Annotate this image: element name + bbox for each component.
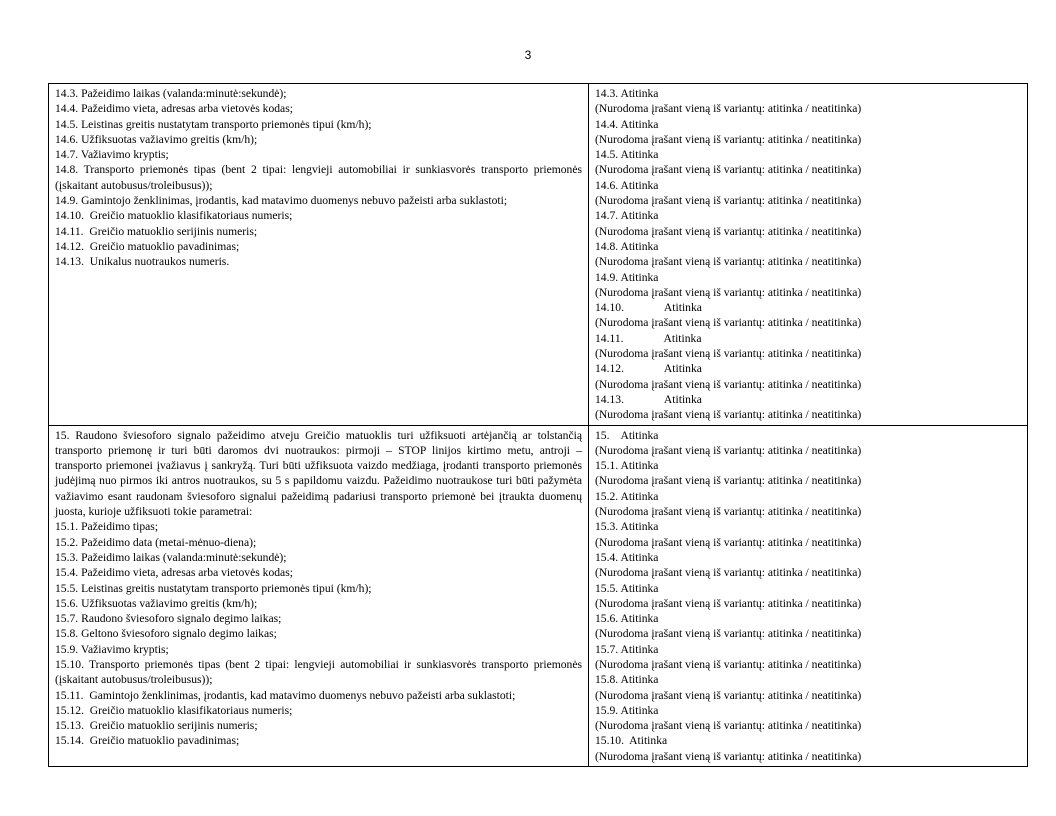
requirement-item: 14.5. Leistinas greitis nustatytam transporto priemonės tipui (km/h); [55,117,372,131]
compliance-item: (Nurodoma įrašant vieną iš variantų: atitinka / neatitinka) [595,535,862,549]
requirement-item: 15.14. Greičio matuoklio pavadinimas; [55,734,240,748]
requirement-item: 14.9. Gamintojo ženklinimas, įrodantis, kad matavimo duomenys nebuvo pažeisti arba suklastoti; [55,194,508,208]
compliance-item: (Nurodoma įrašant vieną iš variantų: atitinka / neatitinka) [595,596,862,610]
compliance-item: (Nurodoma įrašant vieną iš variantų: atitinka / neatitinka) [595,102,862,116]
compliance-cell-14 [589,84,1028,426]
compliance-item: 14.4. Atitinka [595,117,659,131]
requirement-cell-14 [49,84,589,426]
requirements-table [48,83,1028,767]
requirement-item: 14.3. Pažeidimo laikas (valanda:minutė:sekundė); [55,87,287,100]
compliance-item: (Nurodoma įrašant vieną iš variantų: atitinka / neatitinka) [595,443,862,457]
compliance-item: (Nurodoma įrašant vieną iš variantų: atitinka / neatitinka) [595,163,862,177]
compliance-cell-15 [589,425,1028,767]
requirement-list [55,86,585,270]
compliance-item: 14.7. Atitinka [595,209,659,223]
table-row [49,84,1028,426]
compliance-item: 15.4. Atitinka [595,550,659,564]
compliance-item: 14.3. Atitinka [595,87,659,100]
compliance-item: 15.8. Atitinka [595,673,659,687]
compliance-item: (Nurodoma įrašant vieną iš variantų: atitinka / neatitinka) [595,719,862,733]
requirement-item: 14.11. Greičio matuoklio serijinis numeris; [55,224,258,238]
compliance-item: 14.10. Atitinka [595,301,702,315]
requirement-item: 15.1. Pažeidimo tipas; [55,520,159,534]
requirement-item: 15.3. Pažeidimo laikas (valanda:minutė:sekundė); [55,550,287,564]
compliance-item: (Nurodoma įrašant vieną iš variantų: atitinka / neatitinka) [595,347,862,361]
requirement-list [55,519,585,748]
compliance-item: 15.7. Atitinka [595,642,659,656]
table-row [49,425,1028,767]
compliance-item: (Nurodoma įrašant vieną iš variantų: atitinka / neatitinka) [595,408,862,422]
compliance-item: (Nurodoma įrašant vieną iš variantų: atitinka / neatitinka) [595,749,862,763]
compliance-item: (Nurodoma įrašant vieną iš variantų: atitinka / neatitinka) [595,688,862,702]
requirement-item: 15.12. Greičio matuoklio klasifikatoriaus numeris; [55,703,293,717]
requirement-item: 14.4. Pažeidimo vieta, adresas arba vietovės kodas; [55,102,293,116]
compliance-item: 14.5. Atitinka [595,148,659,162]
compliance-item: 14.8. Atitinka [595,239,659,253]
compliance-item: 14.11. Atitinka [595,331,702,345]
compliance-list [595,428,1021,765]
requirement-item: 15.6. Užfiksuotas važiavimo greitis (km/h); [55,596,258,610]
compliance-item: (Nurodoma įrašant vieną iš variantų: atitinka / neatitinka) [595,285,862,299]
requirement-item: 15.9. Važiavimo kryptis; [55,642,169,656]
compliance-item: (Nurodoma įrašant vieną iš variantų: atitinka / neatitinka) [595,474,862,488]
requirement-item: 14.13. Unikalus nuotraukos numeris. [55,255,230,269]
requirement-item: 14.12. Greičio matuoklio pavadinimas; [55,239,240,253]
requirement-item: 14.8. Transporto priemonės tipas (bent 2 tipai: lengvieji automobiliai ir sunkiasvorės transporto priemonės (įskaitant autobusus/troleibusus)); [55,163,585,192]
requirement-item: 14.6. Užfiksuotas važiavimo greitis (km/h); [55,132,258,146]
compliance-item: (Nurodoma įrašant vieną iš variantų: atitinka / neatitinka) [595,377,862,391]
requirement-item: 14.7. Važiavimo kryptis; [55,148,169,162]
compliance-item: 14.13. Atitinka [595,392,702,406]
requirement-item: 15.5. Leistinas greitis nustatytam transporto priemonės tipui (km/h); [55,581,372,595]
compliance-item: (Nurodoma įrašant vieną iš variantų: atitinka / neatitinka) [595,132,862,146]
compliance-item: (Nurodoma įrašant vieną iš variantų: atitinka / neatitinka) [595,316,862,330]
compliance-item: 15.5. Atitinka [595,581,659,595]
compliance-item: (Nurodoma įrašant vieną iš variantų: atitinka / neatitinka) [595,224,862,238]
compliance-item: 15.2. Atitinka [595,489,659,503]
compliance-item: 15.6. Atitinka [595,612,659,626]
compliance-item: (Nurodoma įrašant vieną iš variantų: atitinka / neatitinka) [595,194,862,208]
requirement-item: 15.10. Transporto priemonės tipas (bent 2 tipai: lengvieji automobiliai ir sunkiasvorės transporto priemonės (įskaitant autobusus/troleibusus)); [55,657,585,687]
requirement-item: 14.10. Greičio matuoklio klasifikatoriaus numeris; [55,209,293,223]
compliance-item: 14.9. Atitinka [595,270,659,284]
requirement-item: 15.4. Pažeidimo vieta, adresas arba vietovės kodas; [55,566,293,580]
requirement-item: 15.7. Raudono šviesoforo signalo degimo laikas; [55,612,282,626]
compliance-item: 15.9. Atitinka [595,703,659,717]
compliance-item: (Nurodoma įrašant vieną iš variantų: atitinka / neatitinka) [595,255,862,269]
page-number: 3 [524,48,532,62]
compliance-item: 15.1. Atitinka [595,459,659,473]
compliance-item: (Nurodoma įrašant vieną iš variantų: atitinka / neatitinka) [595,627,862,641]
requirement-item: 15.8. Geltono šviesoforo signalo degimo laikas; [55,627,277,641]
compliance-item: 15.3. Atitinka [595,520,659,534]
compliance-item: (Nurodoma įrašant vieną iš variantų: atitinka / neatitinka) [595,505,862,519]
compliance-item: (Nurodoma įrašant vieną iš variantų: atitinka / neatitinka) [595,657,862,671]
compliance-item: 15.10. Atitinka [595,734,668,748]
requirement-paragraph: 15. Raudono šviesoforo signalo pažeidimo atveju Greičio matuoklis turi užfiksuoti artėjančią ar tolstančią transporto priemonę ir turi būti daromos dvi nuotraukos: pirmoji – STOP linijos kirtimo metu, antroji – transporto priemonei įvažiavus į sankryžą. Turi būti užfiksuota vaizdo medžiaga, įrodanti transporto priemonės judėjimą nuo pirmos iki antros nuotraukos, su 5 s papildomu vaizdu. Pažeidimo nuotraukose turi būti pažymėta važiavimo esant raudonam šviesoforo signalui pažeidimą padariusi transporto priemonė bei įtraukta duomenų juosta, kurioje užfiksuoti tokie parametrai: [55,428,582,519]
requirement-item: 15.2. Pažeidimo data (metai-mėnuo-diena); [55,535,257,549]
requirement-item: 15.13. Greičio matuoklio serijinis numeris; [55,719,258,733]
compliance-list [595,86,1021,423]
compliance-item: 15. Atitinka [595,428,659,442]
requirement-cell-15 [49,425,589,767]
compliance-item: (Nurodoma įrašant vieną iš variantų: atitinka / neatitinka) [595,566,862,580]
compliance-item: 14.12. Atitinka [595,362,702,376]
requirement-item: 15.11. Gamintojo ženklinimas, įrodantis, kad matavimo duomenys nebuvo pažeisti arba suklastoti; [55,688,516,702]
compliance-item: 14.6. Atitinka [595,178,659,192]
